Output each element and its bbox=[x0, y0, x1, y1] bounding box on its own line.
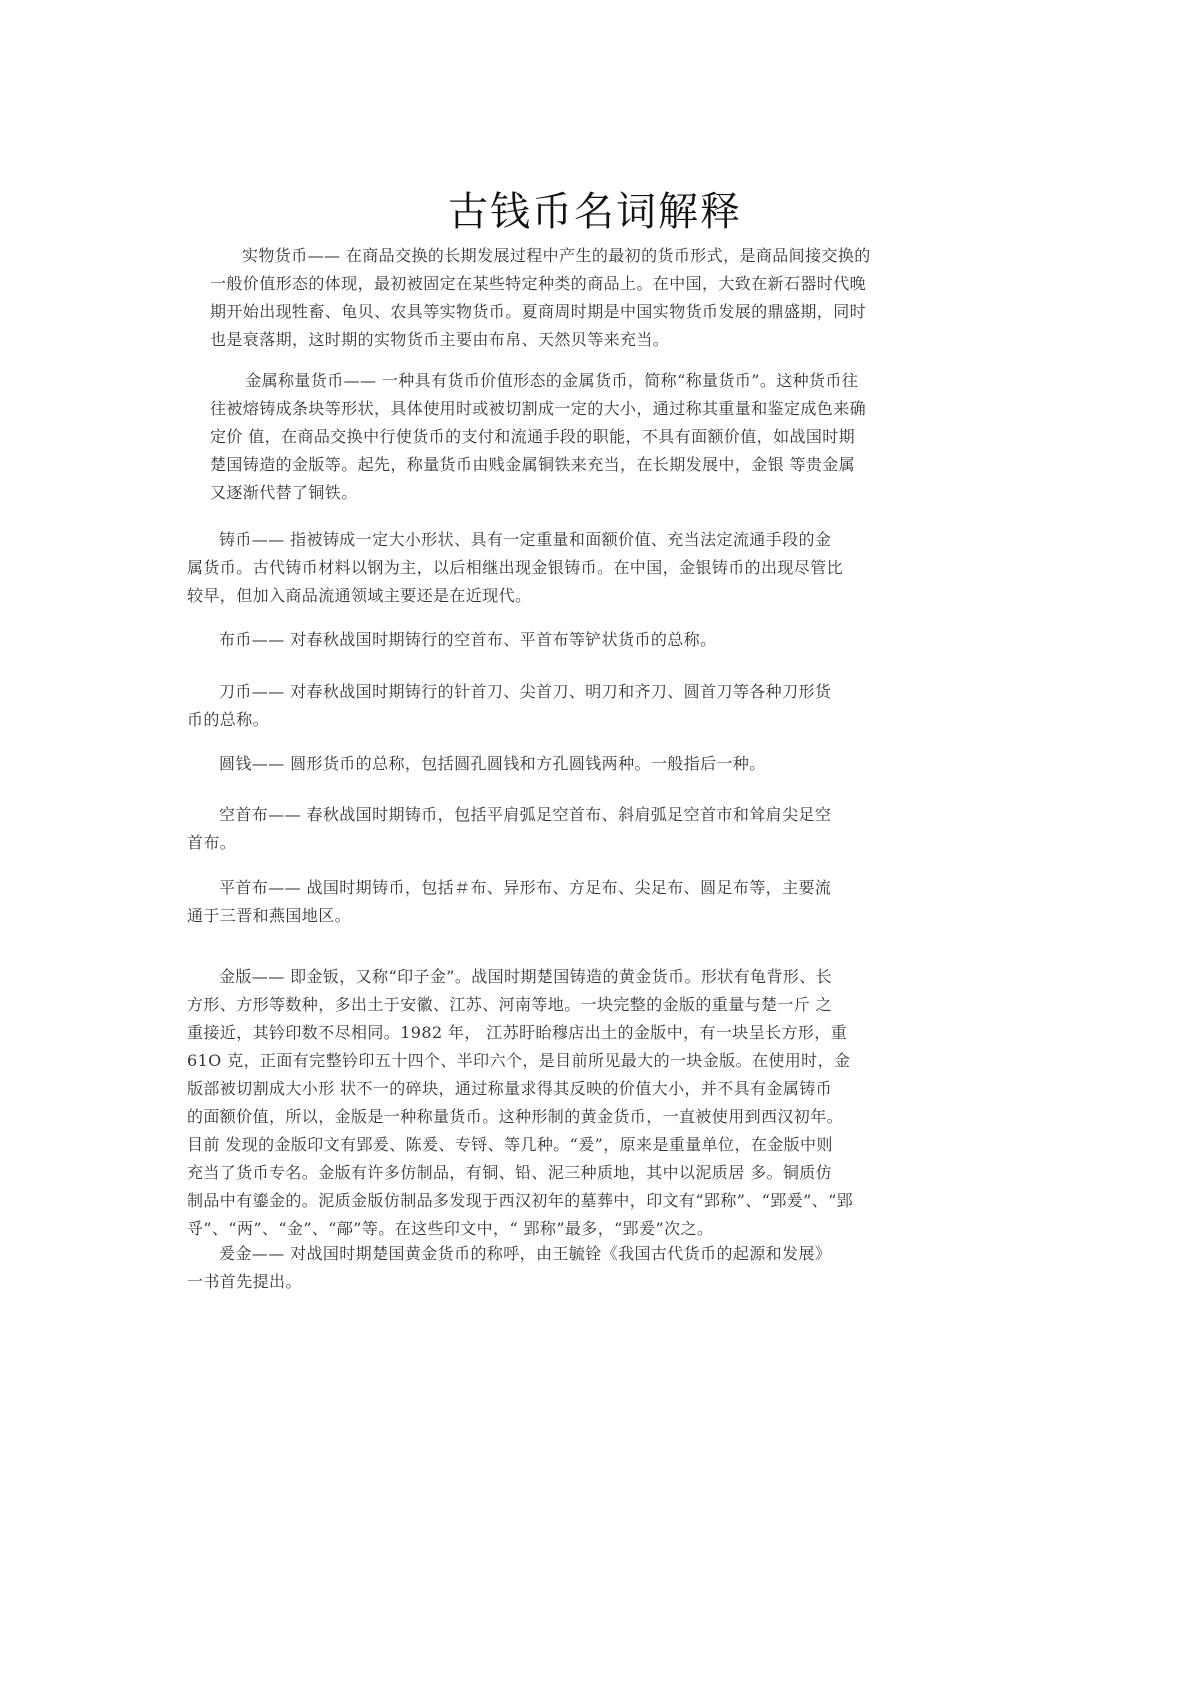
entry-line: 币的总称。 bbox=[187, 710, 270, 729]
entry-line: 布币—— 对春秋战国时期铸行的空首布、平首布等铲状货币的总称。 bbox=[219, 630, 717, 649]
entry-line: 较早，但加入商品流通领域主要还是在近现代。 bbox=[187, 586, 532, 605]
entry-line: 刀币—— 对春秋战国时期铸行的针首刀、尖首刀、明刀和齐刀、圆首刀等各种刀形货 bbox=[219, 682, 832, 701]
entry-line: 金版—— 即金钣，又称“印子金”。战国时期楚国铸造的黄金货币。形状有龟背形、长 bbox=[219, 967, 833, 986]
entry-jinshu-chengliang-huobi bbox=[210, 367, 866, 507]
entry-line: 61O 克，正面有完整钤印五十四个、半印六个，是目前所见最大的一块金版。在使用时，金 bbox=[187, 1051, 851, 1070]
entry-line: 期开始出现牲畜、龟贝、农具等实物货币。夏商周时期是中国实物货币发展的鼎盛期，同时 bbox=[210, 302, 867, 321]
entry-line: 充当了货币专名。金版有许多仿制品，有铜、铅、泥三种质地，其中以泥质居 多。铜质仿 bbox=[187, 1163, 833, 1182]
entry-line: 定价 值，在商品交换中行使货币的支付和流通手段的职能，不具有面额价值，如战国时期 bbox=[210, 427, 856, 446]
entry-line: 版部被切割成大小形 状不一的碎块，通过称量求得其反映的价值大小，并不具有金属铸币 bbox=[187, 1079, 833, 1098]
entry-jinban bbox=[187, 963, 853, 1243]
entry-line: 的面额价值，所以，金版是一种称量货币。这种形制的黄金货币，一直被使用到西汉初年。 bbox=[187, 1107, 844, 1126]
entry-pingshoubu bbox=[187, 874, 831, 930]
entry-bubi bbox=[187, 626, 717, 654]
entry-shiwu-huobi bbox=[210, 242, 871, 354]
entry-kongshoubu bbox=[187, 801, 831, 857]
entry-line: 一书首先提出。 bbox=[187, 1272, 302, 1291]
entry-line: 爰金—— 对战国时期楚国黄金货币的称呼，由王毓铨《我国古代货币的起源和发展》 bbox=[219, 1244, 832, 1263]
entry-line: 也是衰落期，这时期的实物货币主要由布帛、天然贝等来充当。 bbox=[210, 330, 670, 349]
entry-yuanjin bbox=[187, 1240, 831, 1296]
entry-line: 首布。 bbox=[187, 833, 237, 852]
entry-line: 空首布—— 春秋战国时期铸币，包括平肩弧足空首布、斜肩弧足空首市和耸肩尖足空 bbox=[219, 805, 832, 824]
entry-yuanqian bbox=[187, 750, 766, 778]
entry-line: 属货币。古代铸币材料以钢为主，以后相继出现金银铸币。在中国，金银铸币的出现尽管比 bbox=[187, 558, 844, 577]
entry-line: 方形、方形等数种，多出土于安徽、江苏、河南等地。一块完整的金版的重量与楚一斤 之 bbox=[187, 995, 833, 1014]
entry-line: 圆钱—— 圆形货币的总称，包括圆孔圆钱和方孔圆钱两种。一般指后一种。 bbox=[219, 754, 766, 773]
entry-line: 铸币—— 指被铸成一定大小形状、具有一定重量和面额价值、充当法定流通手段的金 bbox=[219, 530, 832, 549]
entry-daobi bbox=[187, 678, 831, 734]
entry-line: 又逐渐代替了铜铁。 bbox=[210, 483, 358, 502]
entry-line: 往被熔铸成条块等形状，具体使用时或被切割成一定的大小，通过称其重量和鉴定成色来确 bbox=[210, 399, 867, 418]
entry-zhubi bbox=[187, 526, 843, 610]
entry-line: 目前 发现的金版印文有郢爰、陈爰、专锊、等几种。“爰”，原来是重量单位，在金版中则 bbox=[187, 1135, 833, 1154]
document-title: 古钱币名词解释 bbox=[448, 189, 742, 235]
entry-line: 实物货币—— 在商品交换的长期发展过程中产生的最初的货币形式，是商品间接交换的 bbox=[242, 246, 871, 265]
entry-line: 平首布—— 战国时期铸币，包括＃布、异形布、方足布、尖足布、圆足布等，主要流 bbox=[219, 878, 832, 897]
entry-line: 重接近，其钤印数不尽相同。1982 年， 江苏盱眙穆店出土的金版中，有一块呈长方形，重 bbox=[187, 1023, 848, 1042]
entry-line: 一般价值形态的体现，最初被固定在某些特定种类的商品上。在中国，大致在新石器时代晚 bbox=[210, 274, 867, 293]
entry-line: 楚国铸造的金版等。起先，称量货币由贱金属铜铁来充当，在长期发展中，金银 等贵金属 bbox=[210, 455, 856, 474]
entry-line: 通于三晋和燕国地区。 bbox=[187, 906, 352, 925]
entry-line: 制品中有鎏金的。泥质金版仿制品多发现于西汉初年的墓葬中，印文有“郢称”、“郢爰”、“郢 bbox=[187, 1191, 854, 1210]
entry-line: 金属称量货币—— 一种具有货币价值形态的金属货币，简称“称量货币”。这种货币往 bbox=[245, 371, 859, 390]
entry-line: 寽”、“两”、“金”、“鄗”等。在这些印文中，“ 郢称”最多，“郢爰”次之。 bbox=[187, 1219, 714, 1238]
